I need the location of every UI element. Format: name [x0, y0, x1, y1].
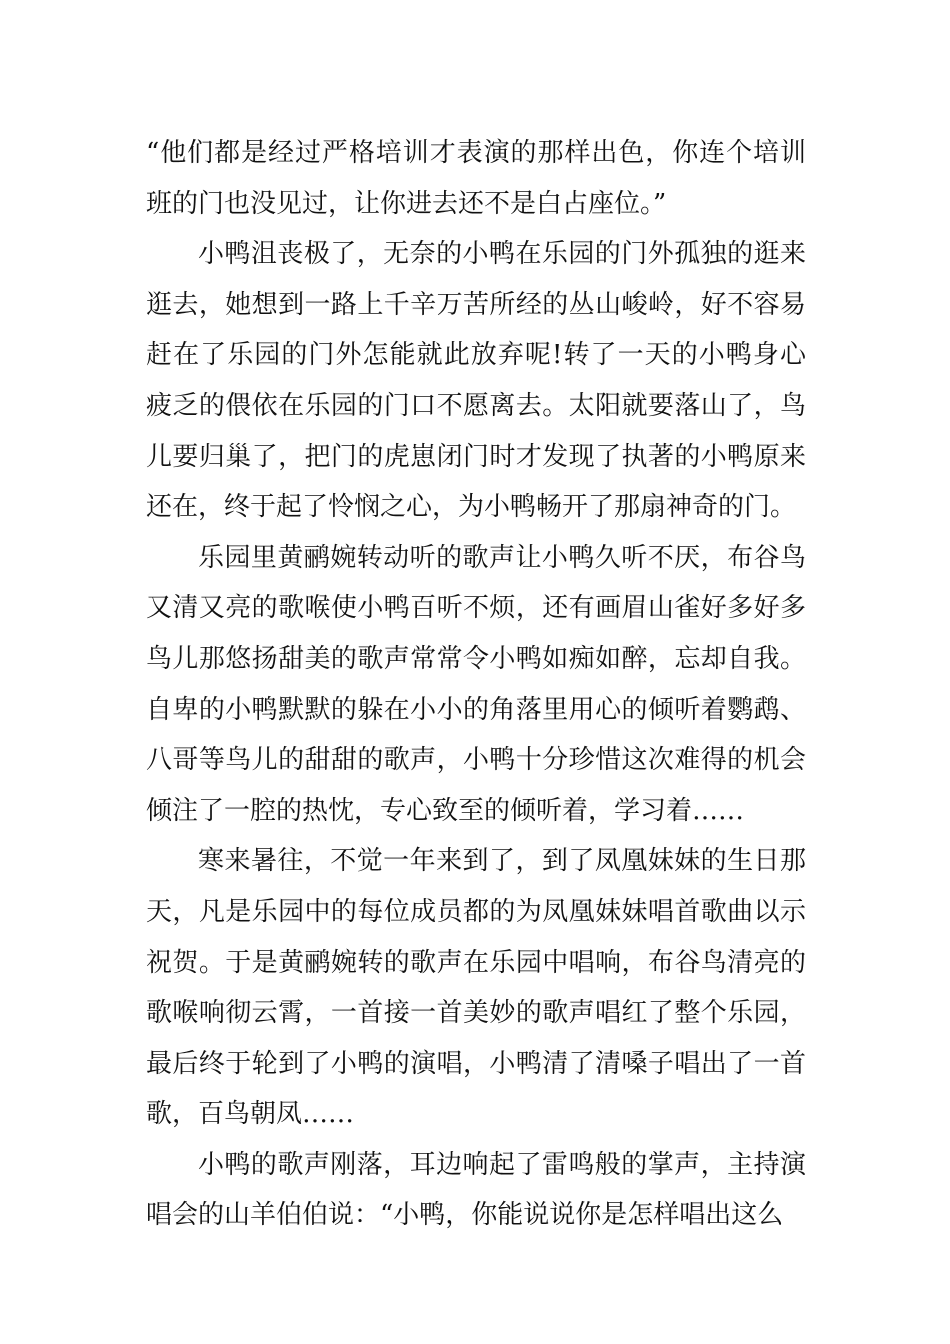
paragraph: 乐园里黄鹂婉转动听的歌声让小鸭久听不厌，布谷鸟又清又亮的歌喉使小鸭百听不烦，还有画眉山雀好多好多鸟儿那悠扬甜美的歌声常常令小鸭如痴如醉，忘却自我。自卑的小鸭默默的躲在小小的角落里用心的倾听着鹦鹉、八哥等鸟儿的甜甜的歌声，小鸭十分珍惜这次难得的机会倾注了一腔的热忱，专心致至的倾听着，学习着……	[146, 542, 806, 826]
document-body	[146, 128, 806, 1241]
paragraph: 寒来暑往，不觉一年来到了，到了凤凰妹妹的生日那天，凡是乐园中的每位成员都的为凤凰妹妹唱首歌曲以示祝贺。于是黄鹂婉转的歌声在乐园中唱响，布谷鸟清亮的歌喉响彻云霄，一首接一首美妙的歌声唱红了整个乐园，最后终于轮到了小鸭的演唱，小鸭清了清嗓子唱出了一首歌，百鸟朝凤……	[146, 846, 806, 1130]
paragraph: 小鸭的歌声刚落，耳边响起了雷鸣般的掌声，主持演唱会的山羊伯伯说：“小鸭，你能说说你是怎样唱出这么	[146, 1149, 806, 1231]
paragraph-continuation: “他们都是经过严格培训才表演的那样出色，你连个培训班的门也没见过，让你进去还不是白占座位。”	[146, 138, 806, 219]
paragraph: 小鸭沮丧极了，无奈的小鸭在乐园的门外孤独的逛来逛去，她想到一路上千辛万苦所经的丛山峻岭，好不容易赶在了乐园的门外怎能就此放弃呢!转了一天的小鸭身心疲乏的偎依在乐园的门口不愿离去。太阳就要落山了，鸟儿要归巢了，把门的虎崽闭门时才发现了执著的小鸭原来还在，终于起了怜悯之心，为小鸭畅开了那扇神奇的门。	[146, 239, 806, 523]
